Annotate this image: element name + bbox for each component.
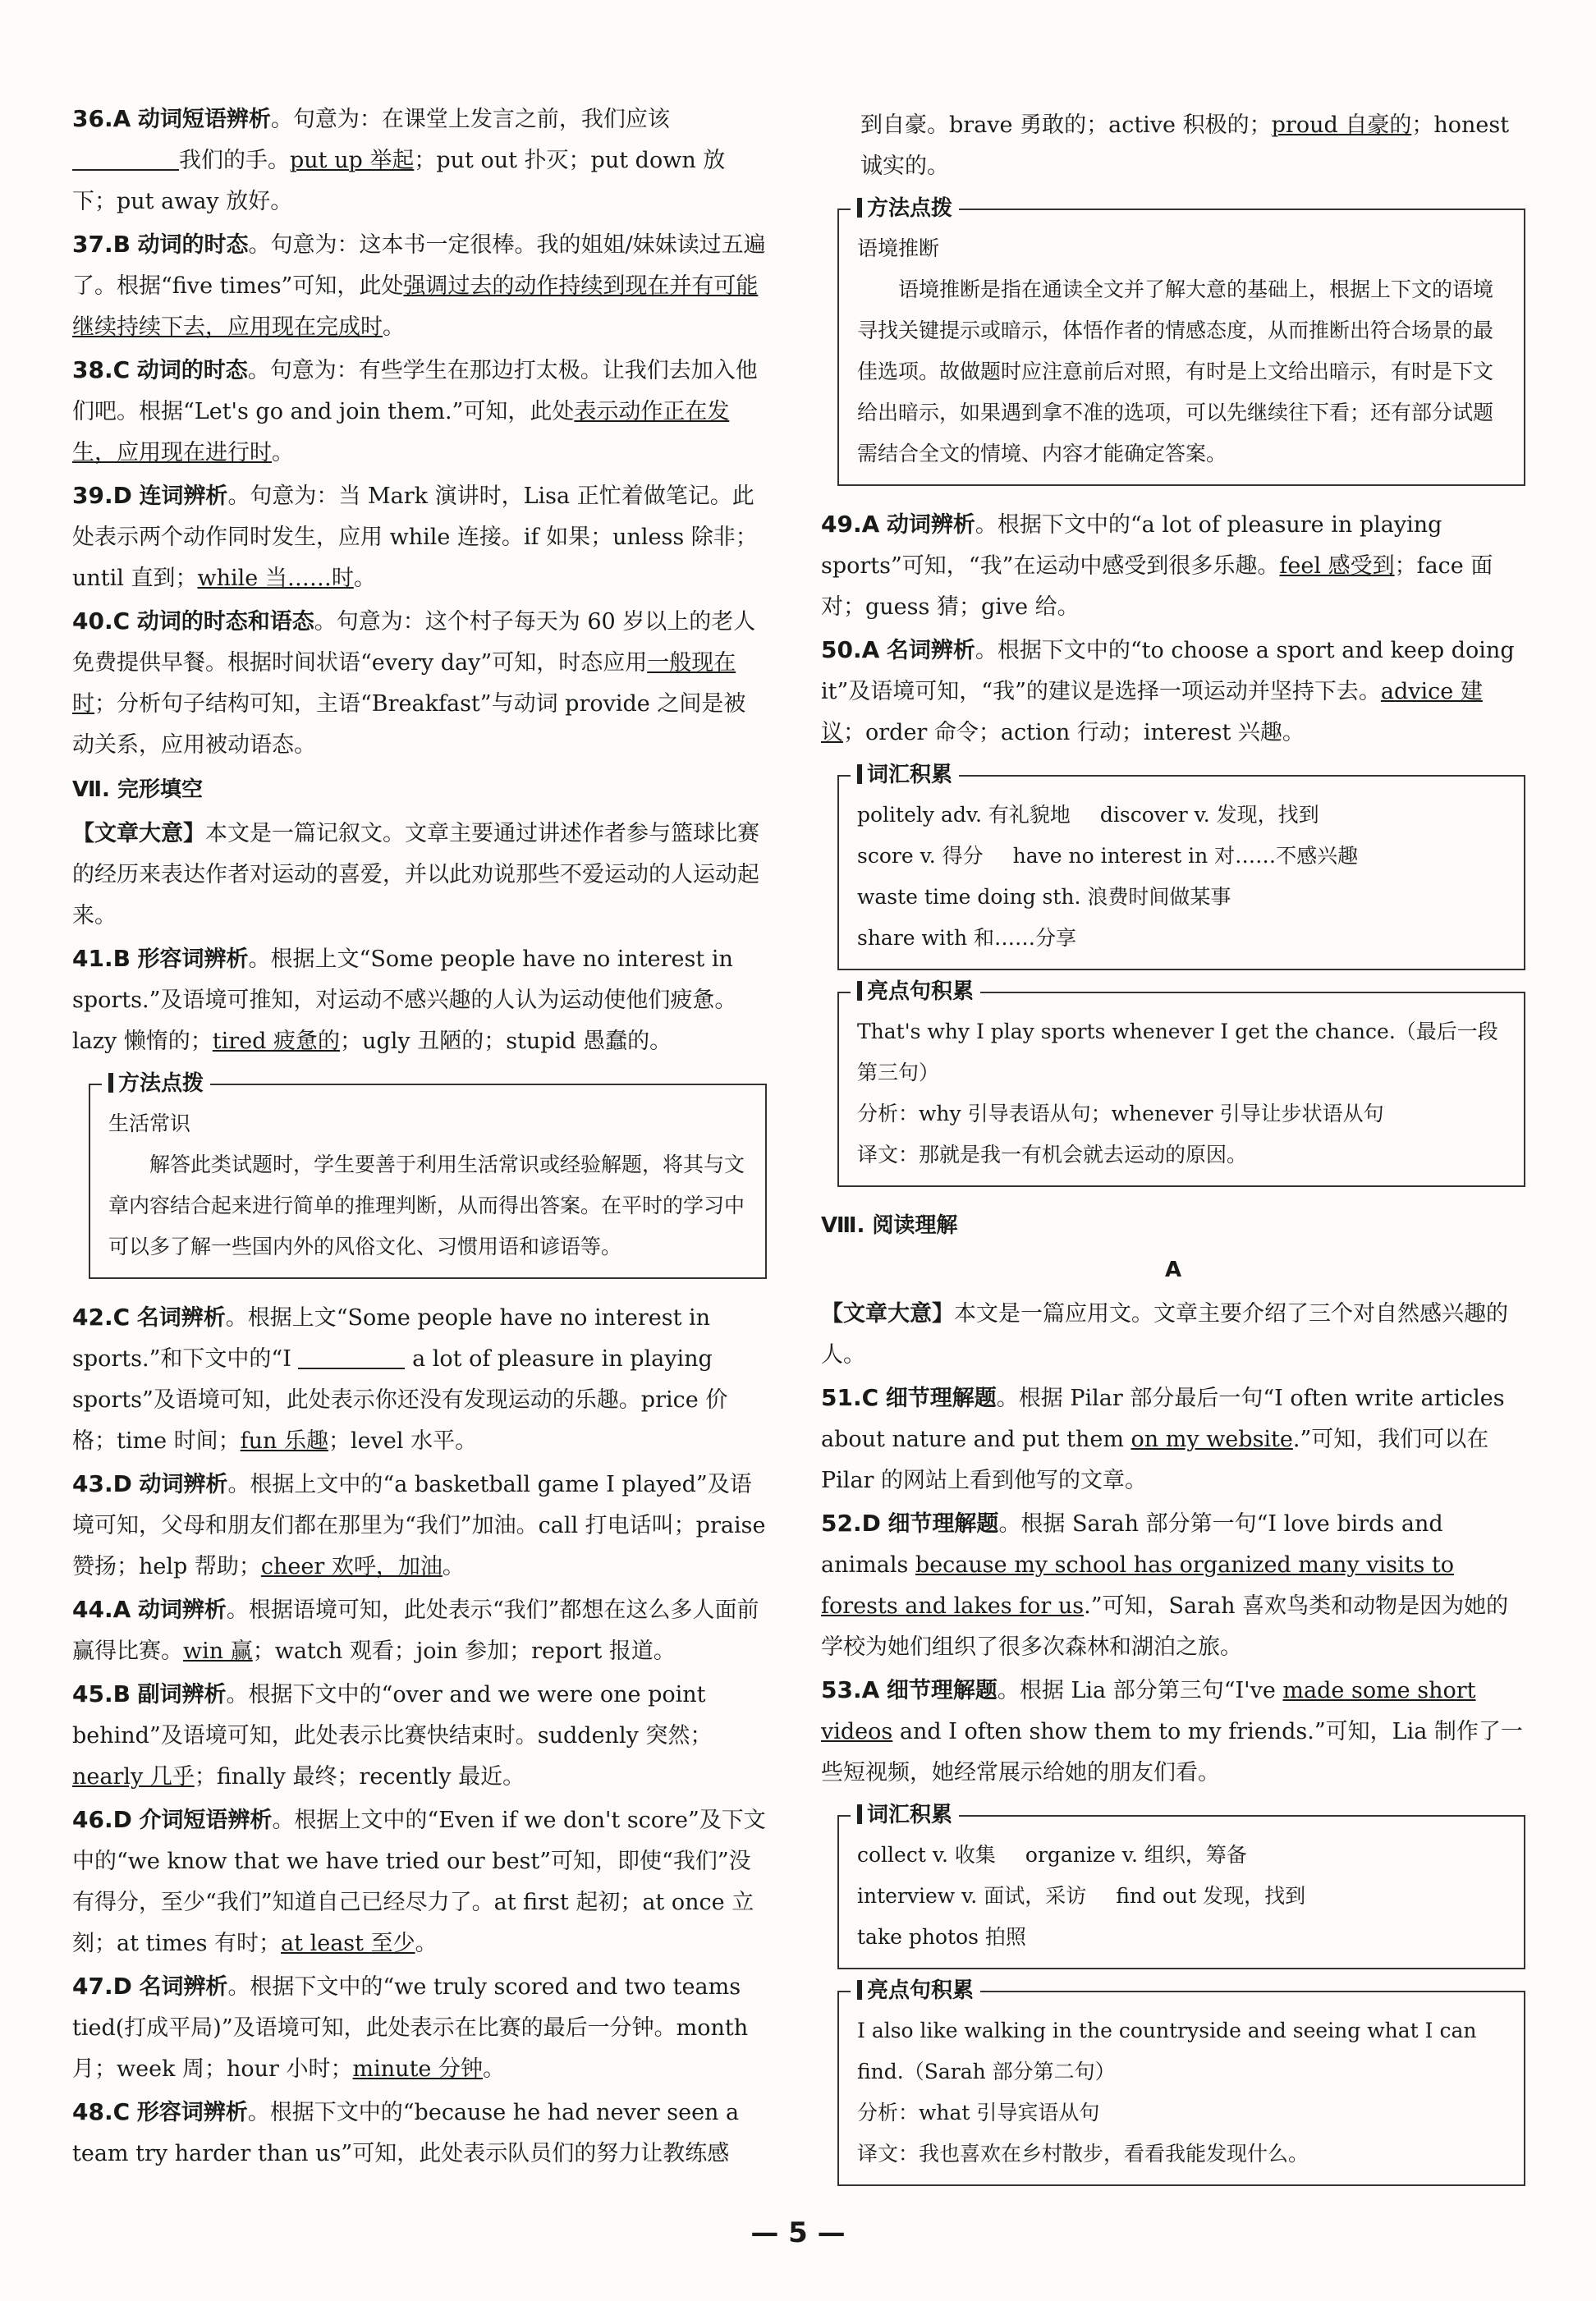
answer-blank [72,148,179,171]
vocab-row: interview v. 面试，采访 find out 发现，找到 [857,1884,1306,1908]
section-8-heading: Ⅷ. 阅读理解 [821,1213,958,1238]
box-tag: 方法点拨 [851,192,959,225]
tip-text: 语境推断是指在通读全文并了解大意的基础上，根据上下文的语境寻找关键提示或暗示，体悟作者的情感态度，从而推断出符合场景的最佳选项。故做题时应注意前后对照，有时是上文给出暗示，有时是下文给出暗示，如果遇到拿不准的选项，可以先继续往下看；还有部分试题需结合全文的情境、内容才能确定答案。 [857,277,1494,465]
box-tag: 方法点拨 [102,1067,210,1100]
vocab-row: take photos 拍照 [857,1925,1026,1949]
tip-title: 语境推断 [857,236,940,260]
answer-38: 38.C 动词的时态。句意为：有些学生在那边打太极。让我们去加入他们吧。根据“Let's go and join them.”可知，此处表示动作正在发生，应用现在进行时。 [72,356,758,465]
page-number: — 5 — [750,2216,846,2249]
sentence-analysis: 分析：what 引导宾语从句 [857,2101,1100,2125]
answer-36: 36.A 动词短语辨析。句意为：在课堂上发言之前，我们应该 我们的手。put up 举起；put out 扑灭；put down 放下；put away 放好。 [72,105,726,214]
highlight-sentence-box [837,1978,1525,2186]
tip-title: 生活常识 [108,1112,191,1135]
answer-37: 37.B 动词的时态。句意为：这本书一定很棒。我的姐姐/妹妹读过五遍了。根据“five times”可知，此处强调过去的动作持续到现在并有可能继续持续下去，应用现在完成时。 [72,231,766,340]
vocabulary-box [837,1803,1525,1969]
answer-47: 47.D 名词辨析。根据下文中的“we truly scored and two teams tied(打成平局)”及语境可知，此处表示在比赛的最后一分钟。month 月；week 周；hour 小时；minute 分钟。 [72,1973,749,2082]
highlight-sentence: I also like walking in the countryside and seeing what I can find.（Sarah 部分第二句） [857,2019,1477,2083]
box-tag: 亮点句积累 [851,975,980,1008]
right-column [821,105,1525,2204]
answer-43: 43.D 动词辨析。根据上文中的“a basketball game I played”及语境可知，父母和朋友们都在那里为“我们”加油。call 打电话叫；praise 赞扬；help 帮助；cheer 欢呼，加油。 [72,1470,766,1579]
answer-blank [298,1346,405,1369]
answer-46: 46.D 介词短语辨析。根据上文中的“Even if we don't score”及下文中的“we know that we have tried our best”可知，即使“我们”没有得分，至少“我们”知道自己已经尽力了。at first 起初；at once 立刻；at times 有时；at least 至少。 [72,1806,766,1956]
answer-52: 52.D 细节理解题。根据 Sarah 部分第一句“I love birds and animals because my school has organized many visits to forests and lakes for us.”可知，Sarah 喜欢鸟类和动物是因为她的学校为她们组织了很多次森林和湖泊之旅。 [821,1510,1509,1660]
section-7-heading: Ⅶ. 完形填空 [72,777,203,802]
answer-48: 48.C 形容词辨析。根据下文中的“because he had never seen a team try harder than us”可知，此处表示队员们的努力让教练感 [72,2098,740,2166]
answer-42: 42.C 名词辨析。根据上文“Some people have no interest in sports.”和下文中的“I a lot of pleasure in playing sports”及语境可知，此处表示你还没有发现运动的乐趣。price 价格；time 时间；fun 乐趣；level 水平。 [72,1304,728,1454]
answer-48-continued: 到自豪。brave 勇敢的；active 积极的；proud 自豪的；honest 诚实的。 [860,112,1510,179]
vocab-row: score v. 得分 have no interest in 对……不感兴趣 [857,844,1359,868]
article-gist: 【文章大意】本文是一篇应用文。文章主要介绍了三个对自然感兴趣的人。 [821,1301,1508,1368]
sentence-analysis: 分析：why 引导表语从句；whenever 引导让步状语从句 [857,1102,1384,1125]
left-column [72,99,767,2176]
vocab-row: collect v. 收集 organize v. 组织，筹备 [857,1843,1247,1867]
answer-45: 45.B 副词辨析。根据下文中的“over and we were one point behind”及语境可知，此处表示比赛快结束时。suddenly 突然；nearly 几乎；finally 最终；recently 最近。 [72,1680,713,1790]
vocab-row: waste time doing sth. 浪费时间做某事 [857,885,1231,909]
answer-53: 53.A 细节理解题。根据 Lia 部分第三句“I've made some short videos and I often show them to my friends.”可知，Lia 制作了一些短视频，她经常展示给她的朋友们看。 [821,1676,1523,1785]
passage-a-heading: A [1164,1258,1182,1282]
sentence-translation: 译文：那就是我一有机会就去运动的原因。 [857,1143,1248,1167]
vocab-row: share with 和……分享 [857,926,1077,950]
box-tag: 词汇积累 [851,759,959,791]
article-gist: 【文章大意】本文是一篇记叙文。文章主要通过讲述作者参与篮球比赛的经历来表达作者对运动的喜爱，并以此劝说那些不爱运动的人运动起来。 [72,821,759,928]
highlight-sentence-box [837,979,1525,1187]
highlight-sentence: That's why I play sports whenever I get the chance.（最后一段第三句） [857,1020,1498,1084]
answer-44: 44.A 动词辨析。根据语境可知，此处表示“我们”都想在这么多人面前赢得比赛。win 赢；watch 观看；join 参加；report 报道。 [72,1596,759,1664]
vocabulary-box [837,763,1525,970]
box-tag: 亮点句积累 [851,1974,980,2007]
method-tip-box [837,196,1525,486]
answer-50: 50.A 名词辨析。根据下文中的“to choose a sport and keep doing it”及语境可知，“我”的建议是选择一项运动并坚持下去。advice 建议；order 命令；action 行动；interest 兴趣。 [821,636,1515,745]
method-tip-box [89,1071,767,1279]
answer-41: 41.B 形容词辨析。根据上文“Some people have no interest in sports.”及语境可推知，对运动不感兴趣的人认为运动使他们疲惫。lazy 懒惰的；tired 疲惫的；ugly 丑陋的；stupid 愚蠢的。 [72,945,737,1054]
box-tag: 词汇积累 [851,1799,959,1831]
answer-39: 39.D 连词辨析。句意为：当 Mark 演讲时，Lisa 正忙着做笔记。此处表示两个动作同时发生，应用 while 连接。if 如果；unless 除非；until 直到；while 当……时。 [72,482,758,591]
answer-40: 40.C 动词的时态和语态。句意为：这个村子每天为 60 岁以上的老人免费提供早餐。根据时间状语“every day”可知，时态应用一般现在时；分析句子结构可知，主语“Breakfast”与动词 provide 之间是被动关系，应用被动语态。 [72,607,756,758]
answer-49: 49.A 动词辨析。根据下文中的“a lot of pleasure in playing sports”可知，“我”在运动中感受到很多乐趣。feel 感受到；face 面对；guess 猜；give 给。 [821,511,1493,620]
tip-text: 解答此类试题时，学生要善于利用生活常识或经验解题，将其与文章内容结合起来进行简单的推理判断，从而得出答案。在平时的学习中可以多了解一些国内外的风俗文化、习惯用语和谚语等。 [108,1153,745,1258]
answer-51: 51.C 细节理解题。根据 Pilar 部分最后一句“I often write articles about nature and put them on my website.”可知，我们可以在 Pilar 的网站上看到他写的文章。 [821,1384,1505,1493]
vocab-row: politely adv. 有礼貌地 discover v. 发现，找到 [857,803,1319,827]
sentence-translation: 译文：我也喜欢在乡村散步，看看我能发现什么。 [857,2142,1309,2166]
